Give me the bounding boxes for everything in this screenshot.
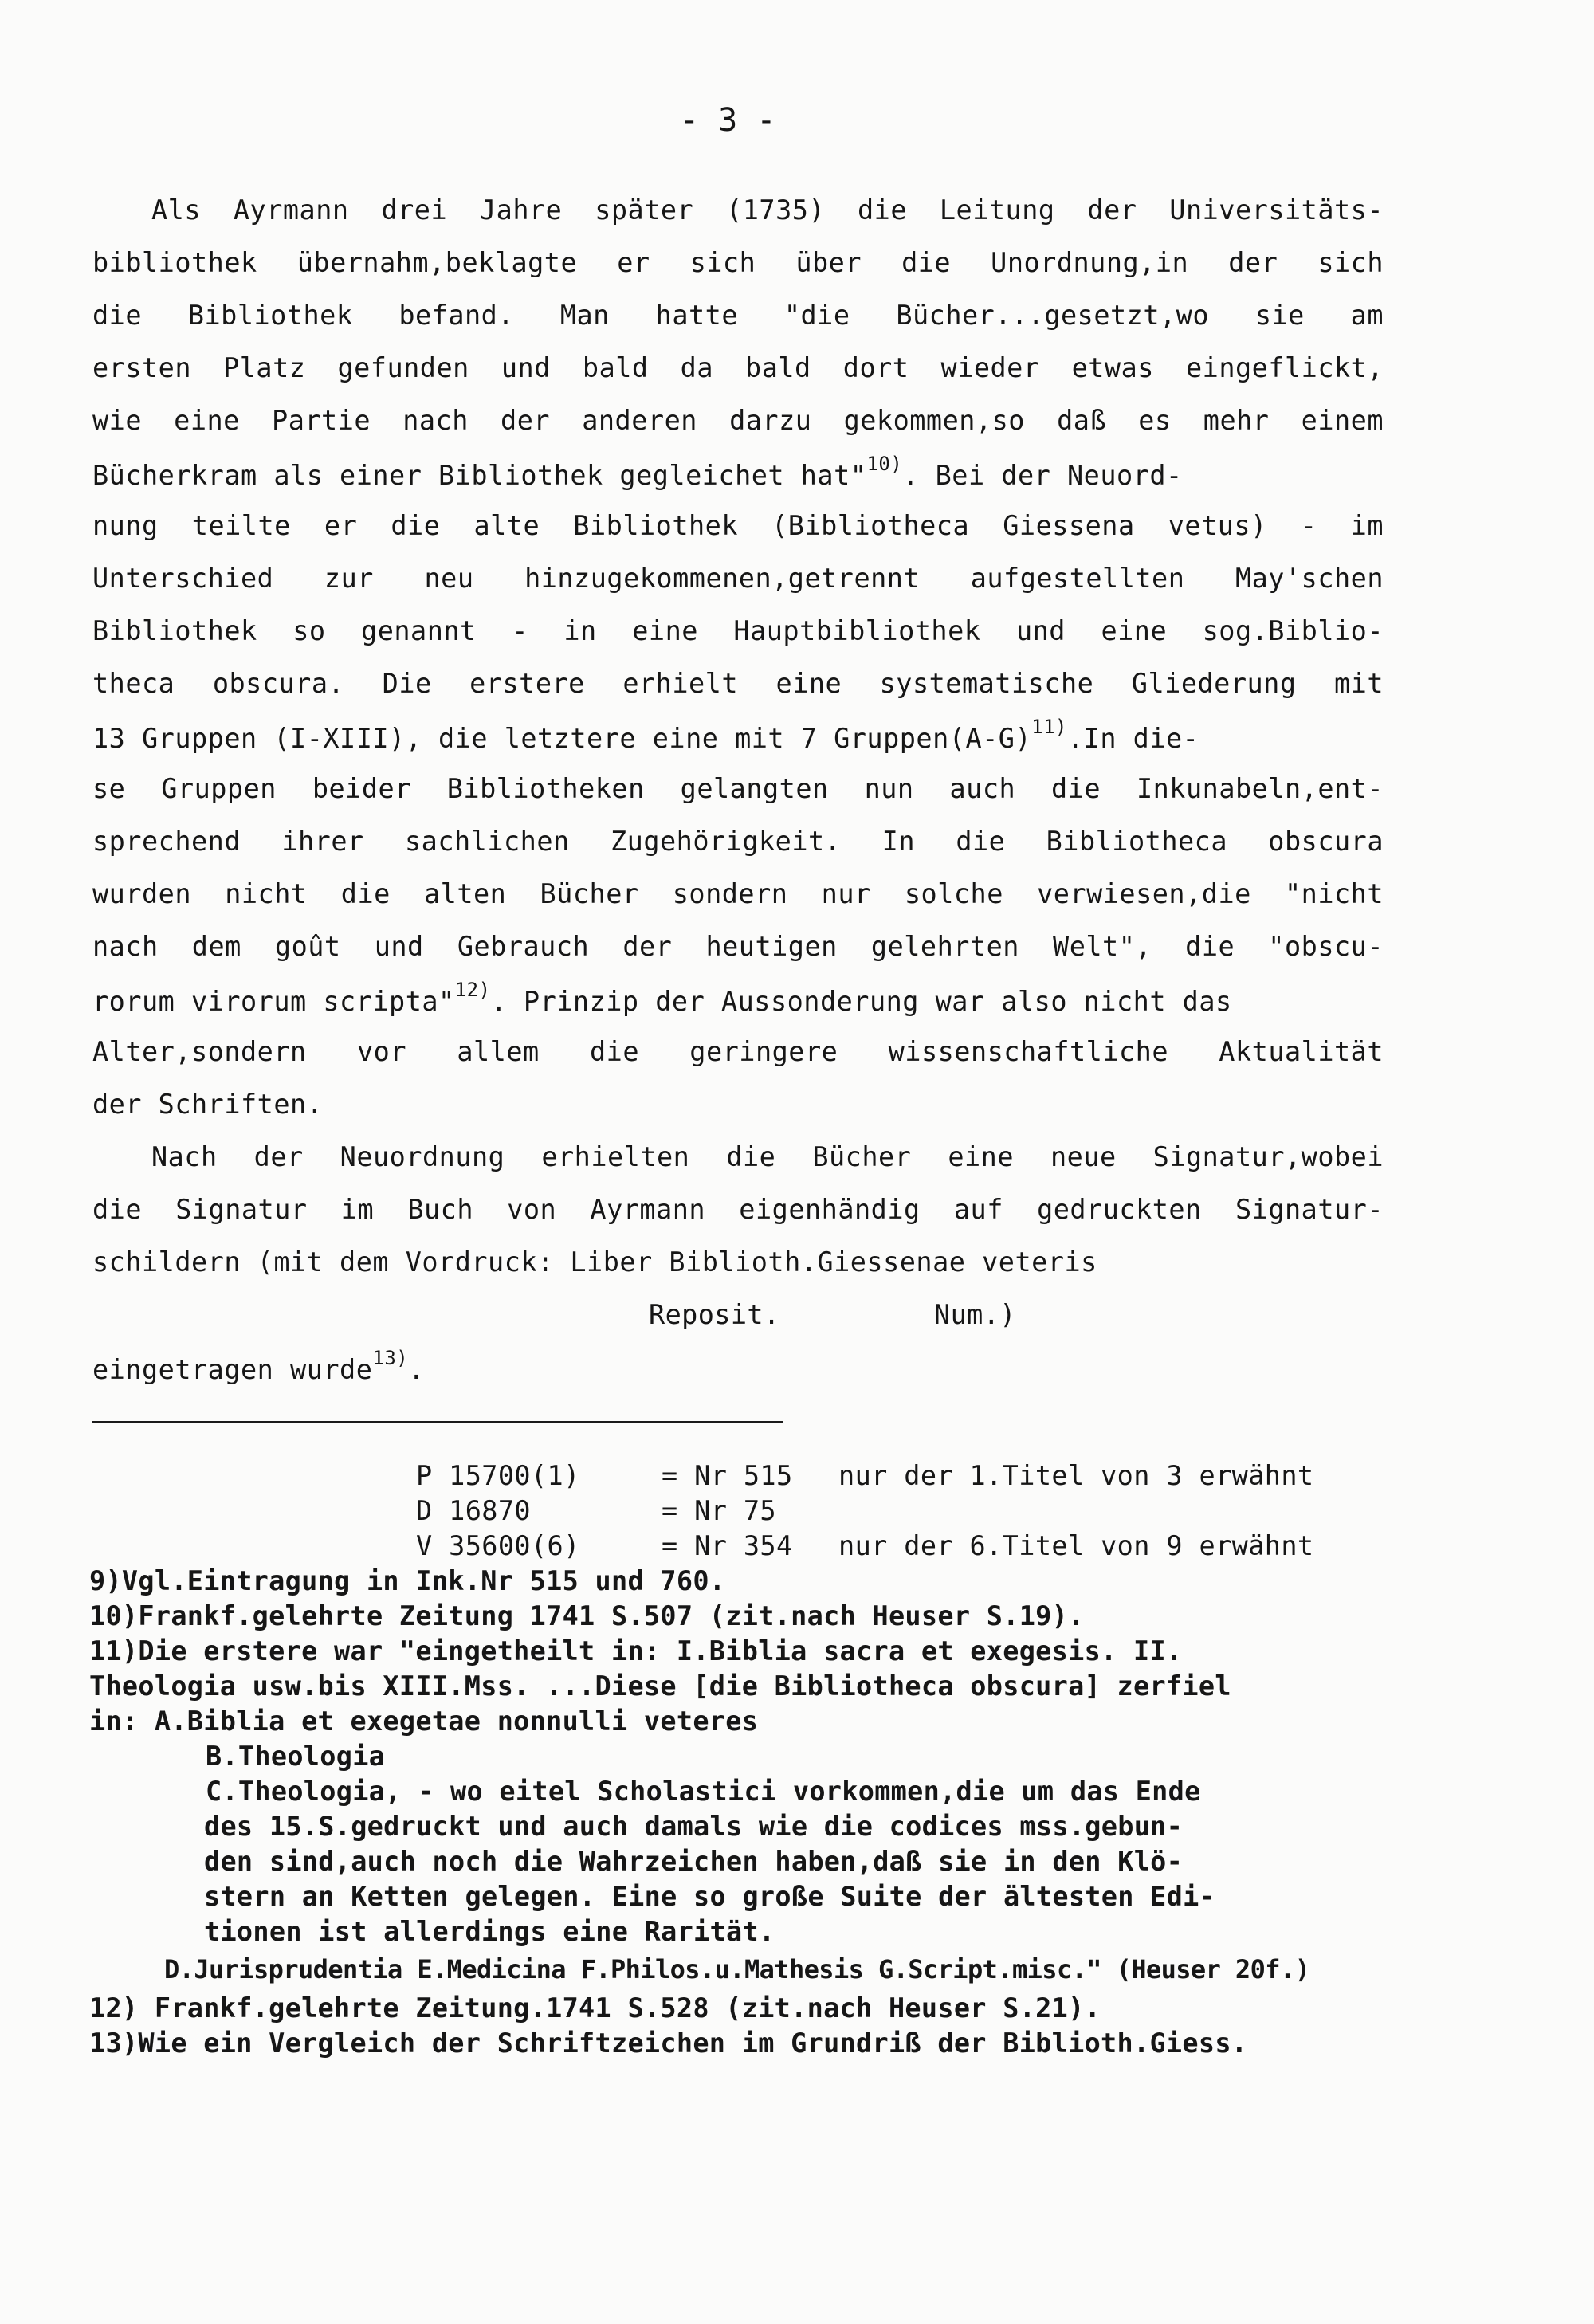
body-text: . Prinzip der Aussonderung war also nicht das	[490, 986, 1232, 1018]
footnote: 13)Wie ein Vergleich der Schriftzeichen im Grundriß der Biblioth.Giess.	[89, 2028, 1248, 2059]
body-line: sprechend ihrer sachlichen Zugehörigkeit. In die Bibliotheca obscura	[92, 826, 1384, 857]
body-line: nach dem goût und Gebrauch der heutigen gelehrten Welt", die "obscu-	[92, 931, 1384, 962]
body-text: eingetragen wurde	[92, 1354, 373, 1386]
body-line: schildern (mit dem Vordruck: Liber Biblioth.Giessenae veteris	[92, 1246, 1097, 1278]
signature-code: V 35600(6)	[416, 1530, 580, 1561]
footnote: stern an Ketten gelegen. Eine so große Suite der ältesten Edi-	[204, 1881, 1216, 1912]
signature-code: D 16870	[416, 1495, 531, 1526]
page-number: - 3 -	[680, 102, 776, 139]
footnote-rule	[92, 1421, 783, 1423]
body-line: bibliothek übernahm,beklagte er sich über die Unordnung,in der sich	[92, 247, 1384, 278]
footnote: den sind,auch noch die Wahrzeichen haben,daß sie in den Klö-	[204, 1846, 1184, 1877]
footnote: B.Theologia	[206, 1741, 386, 1772]
body-line: die Signatur im Buch von Ayrmann eigenhändig auf gedruckten Signatur-	[92, 1194, 1384, 1225]
footnote: Theologia usw.bis XIII.Mss. ...Diese [die Bibliotheca obscura] zerfiel	[89, 1670, 1231, 1702]
vordruck-num: Num.)	[934, 1299, 1016, 1330]
body-line: nung teilte er die alte Bibliothek (Bibliotheca Giessena vetus) - im	[92, 510, 1384, 541]
body-line: ersten Platz gefunden und bald da bald dort wieder etwas eingeflickt,	[92, 352, 1384, 383]
footnote: 12) Frankf.gelehrte Zeitung.1741 S.528 (zit.nach Heuser S.21).	[89, 1992, 1101, 2024]
body-line: der Schriften.	[92, 1089, 324, 1120]
body-line: Unterschied zur neu hinzugekommenen,getrennt aufgestellten May'schen	[92, 563, 1384, 594]
footnote: des 15.S.gedruckt und auch damals wie die codices mss.gebun-	[204, 1811, 1184, 1842]
body-text: 13 Gruppen (I-XIII), die letztere eine mit 7 Gruppen(A-G)	[92, 723, 1032, 755]
footnote: 9)Vgl.Eintragung in Ink.Nr 515 und 760.	[89, 1565, 726, 1596]
signature-code: P 15700(1)	[416, 1460, 580, 1491]
body-line: Alter,sondern vor allem die geringere wissenschaftliche Aktualität	[92, 1036, 1384, 1067]
signature-nr: = Nr 515	[662, 1460, 793, 1491]
signature-nr: = Nr 75	[662, 1495, 776, 1526]
footnote: in: A.Biblia et exegetae nonnulli veteres	[89, 1706, 759, 1737]
footnote: C.Theologia, - wo eitel Scholastici vorkommen,die um das Ende	[206, 1776, 1201, 1807]
footnote: 10)Frankf.gelehrte Zeitung 1741 S.507 (zit.nach Heuser S.19).	[89, 1600, 1085, 1631]
footnote-ref: 12)	[454, 979, 491, 1001]
body-text: . Bei der Neuord-	[902, 460, 1183, 492]
signature-note: nur der 6.Titel von 9 erwähnt	[838, 1530, 1314, 1561]
body-text: .In die-	[1066, 723, 1199, 755]
footnote-ref: 13)	[372, 1347, 409, 1369]
body-line	[92, 979, 1384, 1018]
body-line: die Bibliothek befand. Man hatte "die Bücher...gesetzt,wo sie am	[92, 300, 1384, 331]
signature-nr: = Nr 354	[662, 1530, 793, 1561]
footnote: D.Jurisprudentia E.Medicina F.Philos.u.Mathesis G.Script.misc." (Heuser 20f.)	[164, 1954, 1310, 1984]
footnote-ref: 11)	[1031, 716, 1067, 738]
body-text: .	[408, 1354, 425, 1386]
body-line: wurden nicht die alten Bücher sondern nur solche verwiesen,die "nicht	[92, 878, 1384, 909]
footnote: tionen ist allerdings eine Rarität.	[204, 1916, 775, 1947]
body-line: Nach der Neuordnung erhielten die Bücher eine neue Signatur,wobei	[151, 1141, 1384, 1172]
footnote-ref: 10)	[866, 453, 903, 475]
signature-note: nur der 1.Titel von 3 erwähnt	[838, 1460, 1314, 1491]
body-text: Bücherkram als einer Bibliothek gegleichet hat"	[92, 460, 867, 492]
body-line	[92, 716, 1384, 755]
body-line: Als Ayrmann drei Jahre später (1735) die Leitung der Universitäts-	[151, 194, 1384, 226]
body-line: se Gruppen beider Bibliotheken gelangten nun auch die Inkunabeln,ent-	[92, 773, 1384, 804]
footnote: 11)Die erstere war "eingetheilt in: I.Biblia sacra et exegesis. II.	[89, 1635, 1183, 1666]
body-line: Bibliothek so genannt - in eine Hauptbibliothek und eine sog.Biblio-	[92, 615, 1384, 646]
body-line	[92, 453, 1384, 492]
body-line: wie eine Partie nach der anderen darzu gekommen,so daß es mehr einem	[92, 405, 1384, 436]
body-line: theca obscura. Die erstere erhielt eine systematische Gliederung mit	[92, 668, 1384, 699]
body-text: rorum virorum scripta"	[92, 986, 455, 1018]
vordruck-reposit: Reposit.	[649, 1299, 780, 1330]
body-line	[92, 1347, 1384, 1386]
